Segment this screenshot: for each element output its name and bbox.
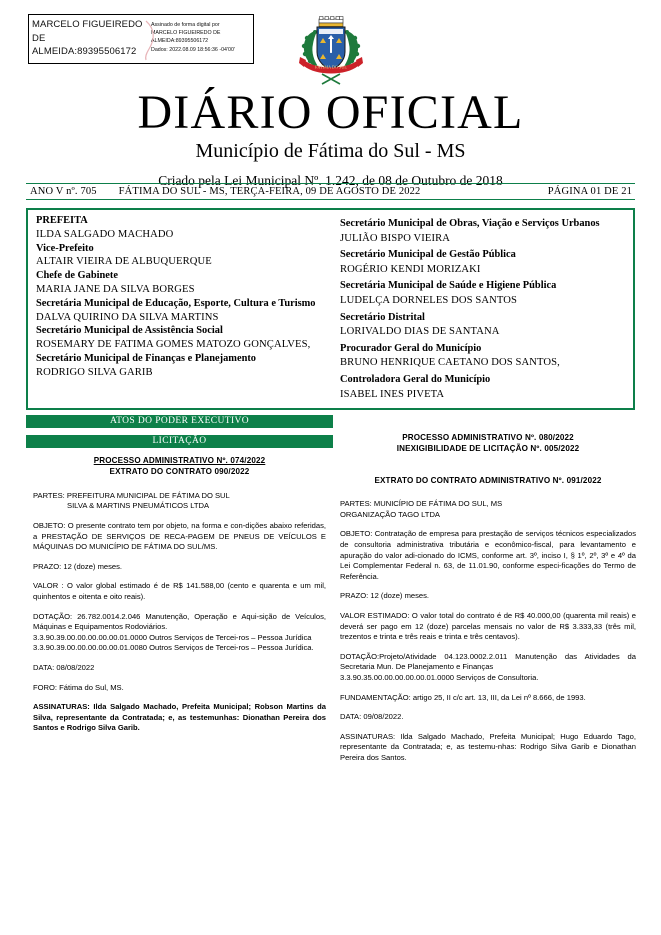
issue-bar xyxy=(26,183,635,200)
right-data: DATA: 09/08/2022. xyxy=(340,712,404,722)
official-role: Secretário Municipal de Finanças e Planejamento xyxy=(36,352,257,364)
left-content-column xyxy=(33,455,326,734)
section-banner-licitacao: LICITAÇÃO xyxy=(26,435,333,448)
masthead-subtitle: Município de Fátima do Sul - MS xyxy=(195,140,466,162)
official-role: Controladora Geral do Município xyxy=(340,373,491,385)
right-objeto: OBJETO: Contratação de empresa para prestação de serviços técnicos especializados de consultoria administrativa tributária e econômico-fiscal, para levantamento e apuração do valor adi-cionado do ICMS, conforme art. 3º, inciso I, § 1º, 2º, 3º e 4º da Lei Complementar Federal n. 63, de 11.01.90, conforme especi-ficações do Termo de Referência. xyxy=(340,529,636,581)
digital-signature-stamp xyxy=(28,14,254,64)
official-name: JULIÃO BISPO VIEIRA xyxy=(340,232,450,244)
official-name: ROGÉRIO KENDI MORIZAKI xyxy=(340,263,481,275)
official-role: Secretário Municipal de Obras, Viação e Serviços Urbanos xyxy=(340,218,600,229)
official-name: LUDELÇA DORNELES DOS SANTOS xyxy=(340,294,518,306)
official-name: MARIA JANE DA SILVA BORGES xyxy=(36,283,195,295)
signature-detail-line-2: MARCELO FIGUEIREDO DE xyxy=(151,30,221,37)
official-role: Vice-Prefeito xyxy=(36,242,94,254)
left-partes-line-1: PARTES: PREFEITURA MUNICIPAL DE FÁTIMA DO SUL xyxy=(33,490,230,500)
left-title-extrato: EXTRATO DO CONTRATO 090/2022 xyxy=(109,467,250,477)
official-name: ILDA SALGADO MACHADO xyxy=(36,228,174,240)
issue-date: FÁTIMA DO SUL - MS, TERÇA-FEIRA, 09 DE AGOSTO DE 2022 xyxy=(118,186,421,197)
official-name: ISABEL INES PIVETA xyxy=(340,388,445,400)
official-role: Procurador Geral do Município xyxy=(340,342,482,354)
official-role: PREFEITA xyxy=(36,215,88,226)
left-dotacao-line-3: 3.3.90.39.00.00.00.00.00.01.0080 Outros Serviços de Tercei-ros – Pessoa Jurídica. xyxy=(33,643,314,653)
left-data: DATA: 08/08/2022 xyxy=(33,662,95,672)
section-banner-atos-poder-executivo: ATOS DO PODER EXECUTIVO xyxy=(26,415,333,428)
right-title-processo: PROCESSO ADMINISTRATIVO Nº. 080/2022 xyxy=(402,433,574,442)
left-dotacao-line-2: 3.3.90.39.00.00.00.00.00.01.0000 Outros Serviços de Tercei-ros – Pessoa Jurídica xyxy=(33,632,312,642)
issue-page-number: PÁGINA 01 DE 21 xyxy=(547,186,632,197)
official-name: RODRIGO SILVA GARIB xyxy=(36,366,153,378)
official-name: BRUNO HENRIQUE CAETANO DOS SANTOS, xyxy=(340,357,560,369)
right-title-extrato: EXTRATO DO CONTRATO ADMINISTRATIVO Nº. 091/2022 xyxy=(374,475,602,485)
left-valor: VALOR : O valor global estimado é de R$ 141.588,00 (cento e quarenta e um mil, quinhentos e oitenta e oito reais). xyxy=(33,581,326,601)
left-objeto: OBJETO: O presente contrato tem por objeto, na forma e con-dições abaixo referidas, a PRESTAÇÃO DE SERVIÇOS DE RECA-PAGEM DE PNEUS DE VEÍCULOS E MÁQUINAS DO MUNICÍPIO DE FÁTIMA DO SUL/MS. xyxy=(33,521,326,552)
right-fundamentacao: FUNDAMENTAÇÃO: artigo 25, II c/c art. 13, III, da Lei nº 8.666, de 1993. xyxy=(340,692,586,702)
coat-of-arms-icon xyxy=(298,16,364,88)
official-role: Secretário Municipal de Assistência Social xyxy=(36,325,223,337)
official-role: Secretária Municipal de Educação, Esporte, Cultura e Turismo xyxy=(36,297,316,309)
left-title-processo: PROCESSO ADMINISTRATIVO Nº. 074/2022 xyxy=(93,456,266,465)
signature-detail-line-3: ALMEIDA:89395506172 xyxy=(151,38,209,45)
right-assinaturas: ASSINATURAS: Ilda Salgado Machado, Prefeita Municipal; Hugo Eduardo Tago, representante da Contratada; e, as testemu-nhas: Rodrigo Silva Garib e Dionathan Pereira dos Santos. xyxy=(340,731,636,762)
official-role: Secretária Municipal de Saúde e Higiene Pública xyxy=(340,280,557,292)
left-prazo: PRAZO: 12 (doze) meses. xyxy=(33,561,123,571)
right-dotacao-line-1: DOTAÇÃO:Projeto/Atividade 04.123.0002.2.011 Manutenção das Atividades da Secretaria Mun. De Planejamento e Finanças xyxy=(340,651,636,672)
right-valor-estimado: VALOR ESTIMADO: O valor total do contrato é de R$ 40.000,00 (quarenta mil reais) e deverá ser pago em 12 (doze) parcelas mensais no valor de R$ 3.333,33 (três mil, trezentos e trinta e três reais e trinta e três centavos). xyxy=(340,610,636,642)
officials-box xyxy=(26,208,635,410)
right-title-inexigibilidade: INEXIGIBILIDADE DE LICITAÇÃO Nº. 005/2022 xyxy=(396,444,580,454)
official-role: Secretário Municipal de Gestão Pública xyxy=(340,249,516,261)
right-partes-line-1: PARTES: MUNICÍPIO DE FÁTIMA DO SUL, MS xyxy=(340,499,503,509)
signature-name: MARCELO FIGUEIREDO DE ALMEIDA:89395506172 xyxy=(32,19,143,57)
right-content-column xyxy=(340,432,636,764)
issue-year-number: ANO V nº. 705 xyxy=(30,186,97,197)
official-name: ALTAIR VIEIRA DE ALBUQUERQUE xyxy=(36,256,212,268)
page-title: DIÁRIO OFICIAL xyxy=(137,86,524,139)
official-name: ROSEMARY DE FATIMA GOMES MATOZO GONÇALVES, xyxy=(36,339,311,351)
left-dotacao-line-1: DOTAÇÃO: 26.782.0014.2.046 Manutenção, Operação e Aqui-sição de Veículos, Máquinas e Equipamentos Rodoviários. xyxy=(33,611,326,632)
official-role: Chefe de Gabinete xyxy=(36,270,118,282)
signature-detail-line-4: Dados: 2022.08.09 18:56:36 -04'00' xyxy=(151,46,235,53)
official-name: DALVA QUIRINO DA SILVA MARTINS xyxy=(36,311,219,323)
svg-text:FÁTIMA DO SUL: FÁTIMA DO SUL xyxy=(315,64,347,70)
left-partes-line-2: SILVA & MARTINS PNEUMÁTICOS LTDA xyxy=(67,501,210,511)
right-dotacao-line-2: 3.3.90.35.00.00.00.00.00.01.0000 Serviços de Consultoria. xyxy=(340,672,539,682)
officials-right-column xyxy=(330,210,633,408)
official-name: LORIVALDO DIAS DE SANTANA xyxy=(340,326,500,338)
signature-detail-line-1: Assinado de forma digital por xyxy=(151,22,220,28)
left-foro: FORO: Fátima do Sul, MS. xyxy=(33,682,124,692)
right-prazo: PRAZO: 12 (doze) meses. xyxy=(340,591,430,601)
masthead xyxy=(0,88,661,190)
official-role: Secretário Distrital xyxy=(340,311,425,323)
signature-details xyxy=(145,15,253,63)
officials-left-column xyxy=(28,210,330,408)
right-partes-line-2: ORGANIZAÇÃO TAGO LTDA xyxy=(340,509,440,519)
left-assinaturas: ASSINATURAS: Ilda Salgado Machado, Prefeita Municipal; Robson Martins da Silva, representante da Contratada; e, as testemunhas: Dionathan Pereira dos Santos e Rodrigo Silva Garib. xyxy=(33,702,326,733)
masthead-law-line: Criado pela Lei Municipal Nº. 1.242, de 08 de Outubro de 2018 xyxy=(158,173,503,188)
